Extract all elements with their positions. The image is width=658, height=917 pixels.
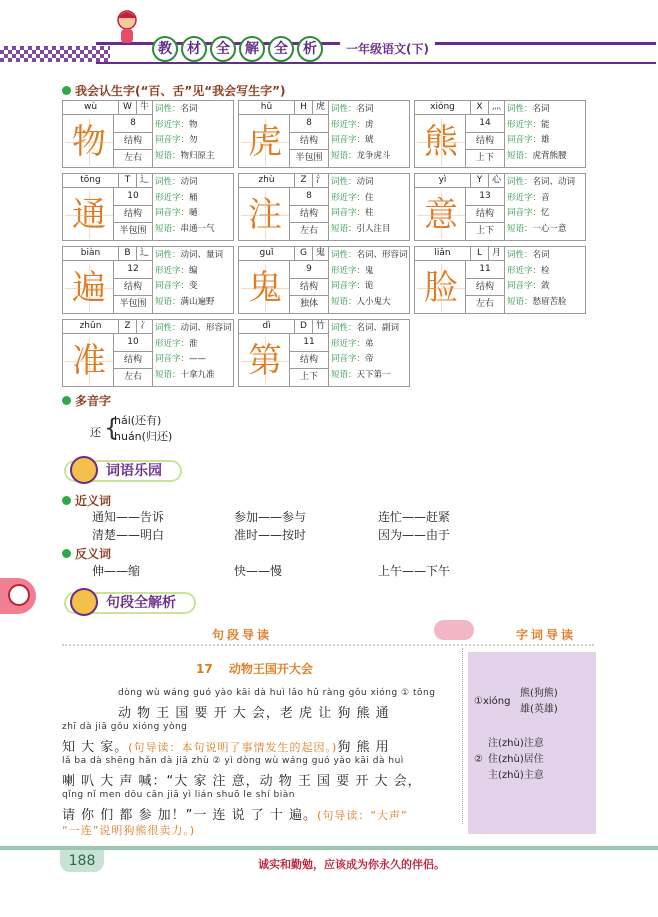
title-char: 全 xyxy=(268,36,294,62)
label-cixing: 词性： xyxy=(155,323,181,333)
char-card xyxy=(414,173,586,241)
xingjin: 检 xyxy=(541,265,550,276)
pinyin-line: lǎ ba dà shēng hǎn dà jiā zhù ② yì dòng wù wáng guó yào kāi dà huì xyxy=(62,756,404,766)
char-card xyxy=(62,173,234,241)
word-pair: 因为——由于 xyxy=(378,528,451,542)
char-meta xyxy=(289,188,329,241)
stroke-count: 11 xyxy=(466,261,504,279)
structure-label: 结构 xyxy=(114,133,152,151)
char-info xyxy=(155,248,235,310)
xingjin: 能 xyxy=(541,119,550,130)
structure: 左右 xyxy=(123,372,142,383)
duanyu: 虎背熊腰 xyxy=(532,150,567,161)
bullet-icon xyxy=(62,549,71,558)
pinyin-row xyxy=(63,247,153,261)
stroke-count: 11 xyxy=(290,334,328,352)
guide-note: “一连”说明狗熊很卖力。) xyxy=(62,824,196,837)
big-char: 遍 xyxy=(65,264,113,312)
pinyin-row xyxy=(239,320,329,334)
guide-note: (句导读：“大声” xyxy=(317,809,408,822)
label-tongyin: 同音字： xyxy=(155,135,190,145)
big-char: 通 xyxy=(65,191,113,239)
radical: 竹 xyxy=(312,320,328,333)
pinyin: zhù xyxy=(258,175,275,185)
text-line xyxy=(62,822,458,838)
tongyin: 诡 xyxy=(365,281,374,291)
structure: 独体 xyxy=(299,299,318,310)
label-cixing: 词性： xyxy=(155,250,181,260)
char-meta xyxy=(289,115,329,168)
char-meta xyxy=(289,334,329,387)
char-card xyxy=(238,100,410,168)
char-meta xyxy=(113,334,153,387)
radical: 灬 xyxy=(488,101,504,114)
radical: 月 xyxy=(488,247,504,260)
tongyin: 勿 xyxy=(189,135,198,145)
text-segment: 狗 熊 用 xyxy=(337,740,390,755)
pinyin: wù xyxy=(83,102,98,112)
radical: 牛 xyxy=(136,101,152,114)
index-letter: T xyxy=(118,174,136,187)
char-info xyxy=(331,102,411,164)
tongyin: 柱 xyxy=(365,208,374,218)
pinyin-row xyxy=(415,101,505,115)
structure: 半包围 xyxy=(119,226,147,237)
label-tongyin: 同音字： xyxy=(155,208,190,218)
cixing: 动词 xyxy=(180,177,198,187)
word-pair: 上午——下午 xyxy=(378,564,451,578)
big-char: 鬼 xyxy=(241,264,289,312)
tongyin: 琥 xyxy=(365,135,374,145)
pinyin: tōng xyxy=(80,175,101,185)
cloud-icon xyxy=(434,620,474,640)
xingjin: 淮 xyxy=(189,338,198,349)
tongyin: 嗵 xyxy=(189,208,198,218)
index-letter: D xyxy=(294,320,312,333)
pinyin-row xyxy=(239,101,329,115)
cixing: 名词 xyxy=(532,104,550,114)
note-item: 主(zhǔ)主意 xyxy=(488,770,544,781)
lesson-title xyxy=(196,660,313,677)
xingjin: 桶 xyxy=(189,192,198,203)
pinyin: biàn xyxy=(80,248,101,258)
big-char: 准 xyxy=(65,337,113,385)
header-checker-pattern xyxy=(0,46,110,62)
xingjin: 弟 xyxy=(365,338,374,349)
title-char: 材 xyxy=(181,36,207,62)
char-info xyxy=(507,102,587,164)
char-card xyxy=(414,246,586,314)
structure-label: 结构 xyxy=(114,352,152,370)
cixing: 名词 xyxy=(180,104,198,114)
label-cixing: 词性： xyxy=(155,177,181,187)
big-char: 物 xyxy=(65,118,113,166)
tongyin: 帝 xyxy=(365,354,374,364)
structure: 左右 xyxy=(299,226,318,237)
girl-mascot-icon xyxy=(112,8,142,48)
duanyu: 引人注目 xyxy=(356,223,391,234)
label-tongyin: 同音字： xyxy=(507,208,542,218)
section-heading-synonym xyxy=(62,492,111,509)
note-item: 住(zhù)居住 xyxy=(488,754,544,765)
tongyin: 雄 xyxy=(541,135,550,145)
word-pair: 连忙——赶紧 xyxy=(378,510,451,524)
note-item: 熊(狗熊) xyxy=(520,688,558,699)
label-xingjin: 形近字： xyxy=(155,119,190,130)
radical: 心 xyxy=(488,174,504,187)
section-heading-text: 多音字 xyxy=(75,394,112,408)
ribbon-label: 词语乐园 xyxy=(106,463,162,479)
column-divider xyxy=(462,648,463,824)
bullet-icon xyxy=(62,396,71,405)
kid-reading-icon xyxy=(70,456,98,484)
label-xingjin: 形近字： xyxy=(331,338,366,349)
radical: 冫 xyxy=(136,320,152,333)
section-heading-text: 反义词 xyxy=(75,547,112,561)
char-meta xyxy=(465,261,505,314)
pinyin-line: dòng wù wáng guó yào kāi dà huì lǎo hǔ ràng gǒu xióng ① tōng xyxy=(118,688,436,698)
label-duanyu: 短语： xyxy=(507,223,533,234)
pinyin: dì xyxy=(262,321,271,331)
title-char: 教 xyxy=(152,36,178,62)
label-duanyu: 短语： xyxy=(331,223,357,234)
duanyu: 一心一意 xyxy=(532,223,567,234)
reading-header-right: 字词导读 xyxy=(515,628,576,642)
xingjin: 住 xyxy=(365,192,374,203)
index-letter: L xyxy=(470,247,488,260)
vocab-notes xyxy=(468,652,596,834)
char-meta xyxy=(113,188,153,241)
duanyu: 龙争虎斗 xyxy=(356,150,391,161)
pinyin: hǔ xyxy=(260,102,273,112)
label-tongyin: 同音字： xyxy=(507,281,542,291)
char-card xyxy=(238,319,410,387)
char-card xyxy=(238,246,410,314)
char-card xyxy=(238,173,410,241)
pinyin-row xyxy=(63,320,153,334)
radical: 鬼 xyxy=(312,247,328,260)
stroke-count: 8 xyxy=(290,188,328,206)
kid-reading-icon xyxy=(70,588,98,616)
pinyin-row xyxy=(63,174,153,188)
word-pair: 伸——缩 xyxy=(92,564,141,578)
duanyu: 天下第一 xyxy=(356,369,391,380)
label-cixing: 词性： xyxy=(331,177,357,187)
radical: 氵 xyxy=(312,174,328,187)
pinyin-line: qǐng nǐ men dōu cān jiā yì lián shuō le shí biàn xyxy=(62,790,295,800)
pinyin-line: zhī dà jiā gǒu xióng yòng xyxy=(62,722,188,732)
duanyu: 人小鬼大 xyxy=(356,296,391,307)
label-duanyu: 短语： xyxy=(331,296,357,307)
label-cixing: 词性： xyxy=(331,250,357,260)
label-tongyin: 同音字： xyxy=(331,208,366,218)
tongyin: 变 xyxy=(189,281,198,291)
structure-label: 结构 xyxy=(290,133,328,151)
bullet-icon xyxy=(62,86,71,95)
label-xingjin: 形近字： xyxy=(507,119,542,130)
label-duanyu: 短语： xyxy=(155,369,181,380)
duanyu: 满山遍野 xyxy=(180,296,215,307)
index-letter: Z xyxy=(294,174,312,187)
label-tongyin: 同音字： xyxy=(331,135,366,145)
structure-label: 结构 xyxy=(290,206,328,224)
char-info xyxy=(331,248,411,310)
label-xingjin: 形近字： xyxy=(155,192,190,203)
label-xingjin: 形近字： xyxy=(155,338,190,349)
label-cixing: 词性： xyxy=(507,177,533,187)
label-tongyin: 同音字： xyxy=(155,354,190,364)
label-xingjin: 形近字： xyxy=(507,192,542,203)
cixing: 名词 xyxy=(356,104,374,114)
text-segment: 请 你 们 都 参 加！”一 连 说 了 十 遍。 xyxy=(62,808,318,823)
xingjin: 编 xyxy=(189,265,198,276)
structure-label: 结构 xyxy=(114,206,152,224)
tongyin: 敛 xyxy=(541,281,550,291)
text-line: 动 物 王 国 要 开 大 会，老 虎 让 狗 熊 通 xyxy=(118,706,390,721)
title-char: 析 xyxy=(297,36,323,62)
note-item: 注(zhù)注意 xyxy=(488,738,544,749)
duanyu: 十拿九准 xyxy=(180,369,215,380)
stroke-count: 10 xyxy=(114,334,152,352)
char-meta xyxy=(465,115,505,168)
char-card xyxy=(414,100,586,168)
cixing: 名词、动词 xyxy=(532,177,576,187)
lesson-title-text: 动物王国开大会 xyxy=(228,662,313,676)
label-duanyu: 短语： xyxy=(331,369,357,380)
tongyin: —— xyxy=(189,354,207,364)
section-heading-antonym xyxy=(62,545,111,562)
index-letter: G xyxy=(294,247,312,260)
polyphone-reading-2: huán(归还) xyxy=(114,430,173,443)
stroke-count: 8 xyxy=(114,115,152,133)
pinyin: guǐ xyxy=(259,248,274,258)
tongyin: 忆 xyxy=(541,208,550,218)
cixing: 动词、形容词 xyxy=(180,323,232,333)
label-duanyu: 短语： xyxy=(507,296,533,307)
index-letter: X xyxy=(470,101,488,114)
title-char: 解 xyxy=(239,36,265,62)
label-duanyu: 短语： xyxy=(155,150,181,161)
cixing: 动词、量词 xyxy=(180,250,224,260)
stroke-count: 13 xyxy=(466,188,504,206)
pinyin-row xyxy=(63,101,153,115)
pinyin: xióng xyxy=(430,102,455,112)
note-marker: ② xyxy=(474,754,483,765)
stroke-count: 12 xyxy=(114,261,152,279)
lesson-number: 17 xyxy=(196,662,213,676)
footer-motto: 诚实和勤勉，应该成为你永久的伴侣。 xyxy=(258,858,445,871)
label-cixing: 词性： xyxy=(507,250,533,260)
xingjin: 虏 xyxy=(365,119,374,130)
reading-header-left: 句段导读 xyxy=(212,628,273,642)
char-card xyxy=(62,246,234,314)
structure: 上下 xyxy=(299,372,318,383)
stroke-count: 9 xyxy=(290,261,328,279)
pinyin-row xyxy=(239,247,329,261)
text-line xyxy=(62,736,458,755)
label-xingjin: 形近字： xyxy=(331,119,366,130)
xingjin: 物 xyxy=(189,119,198,130)
radical: 辶 xyxy=(136,174,152,187)
pinyin-row xyxy=(239,174,329,188)
word-pair: 参加——参与 xyxy=(234,510,307,524)
structure-label: 结构 xyxy=(466,279,504,297)
text-line xyxy=(62,804,458,823)
stroke-count: 8 xyxy=(290,115,328,133)
label-cixing: 词性： xyxy=(331,104,357,114)
structure-label: 结构 xyxy=(114,279,152,297)
label-xingjin: 形近字： xyxy=(507,265,542,276)
word-pair: 快——慢 xyxy=(234,564,283,578)
label-tongyin: 同音字： xyxy=(331,354,366,364)
label-duanyu: 短语： xyxy=(155,223,181,234)
structure: 半包围 xyxy=(119,299,147,310)
cat-face-icon xyxy=(8,584,30,606)
page-number: 188 xyxy=(60,850,104,872)
note-marker: ①xióng xyxy=(474,696,511,707)
xingjin: 音 xyxy=(541,192,550,203)
label-tongyin: 同音字： xyxy=(331,281,366,291)
word-pair: 清楚——明白 xyxy=(92,528,165,542)
pinyin: liǎn xyxy=(434,248,451,258)
side-tab xyxy=(0,578,36,614)
stroke-count: 10 xyxy=(114,188,152,206)
brace-icon: { xyxy=(104,414,120,442)
structure: 上下 xyxy=(475,226,494,237)
char-meta xyxy=(113,261,153,314)
index-letter: H xyxy=(294,101,312,114)
label-xingjin: 形近字： xyxy=(331,265,366,276)
section-heading-text: 我会认生字(“百、舌”见“我会写生字”) xyxy=(75,84,286,98)
cixing: 名词、副词 xyxy=(356,323,400,333)
structure: 半包围 xyxy=(295,153,323,164)
char-info xyxy=(155,102,235,164)
big-char: 注 xyxy=(241,191,289,239)
note-item: 雄(英雄) xyxy=(520,704,558,715)
structure: 左右 xyxy=(475,299,494,310)
book-title xyxy=(152,36,323,62)
structure-label: 结构 xyxy=(290,352,328,370)
char-card xyxy=(62,319,234,387)
structure-label: 结构 xyxy=(466,133,504,151)
label-cixing: 词性： xyxy=(155,104,181,114)
label-cixing: 词性： xyxy=(507,104,533,114)
label-duanyu: 短语： xyxy=(155,296,181,307)
radical: 辶 xyxy=(136,247,152,260)
big-char: 脸 xyxy=(417,264,465,312)
big-char: 意 xyxy=(417,191,465,239)
polyphone-reading-1: hái(还有) xyxy=(114,414,162,427)
duanyu: 愁眉苦脸 xyxy=(532,296,567,307)
structure-label: 结构 xyxy=(290,279,328,297)
char-meta xyxy=(289,261,329,314)
label-tongyin: 同音字： xyxy=(507,135,542,145)
ribbon-word-garden xyxy=(64,460,182,482)
char-info xyxy=(507,248,587,310)
title-char: 全 xyxy=(210,36,236,62)
stroke-count: 14 xyxy=(466,115,504,133)
cixing: 动词 xyxy=(356,177,374,187)
char-meta xyxy=(113,115,153,168)
index-letter: B xyxy=(118,247,136,260)
big-char: 虎 xyxy=(241,118,289,166)
index-letter: Y xyxy=(470,174,488,187)
duanyu: 串通一气 xyxy=(180,223,215,234)
polyphone-char: 还 xyxy=(90,426,101,439)
bullet-icon xyxy=(62,496,71,505)
word-pair: 准时——按时 xyxy=(234,528,307,542)
label-xingjin: 形近字： xyxy=(331,192,366,203)
big-char: 第 xyxy=(241,337,289,385)
char-info xyxy=(331,321,411,383)
pinyin: yì xyxy=(438,175,447,185)
word-pair: 通知——告诉 xyxy=(92,510,165,524)
page-header xyxy=(0,0,658,72)
section-heading-text: 近义词 xyxy=(75,494,112,508)
duanyu: 物归原主 xyxy=(180,150,215,161)
radical: 虎 xyxy=(312,101,328,114)
cixing: 名词 xyxy=(532,250,550,260)
text-segment: 知 大 家。 xyxy=(62,740,129,755)
big-char: 熊 xyxy=(417,118,465,166)
char-info xyxy=(155,175,235,237)
book-subtitle: 一年级语文(下) xyxy=(340,40,435,57)
structure: 左右 xyxy=(123,153,142,164)
text-line: 喇 叭 大 声 喊：“大 家 注 意，动 物 王 国 要 开 大 会， xyxy=(62,774,422,789)
xingjin: 鬼 xyxy=(365,265,374,276)
index-letter: Z xyxy=(118,320,136,333)
pinyin-row xyxy=(415,174,505,188)
pinyin: zhǔn xyxy=(79,321,102,331)
section-heading-polyphone xyxy=(62,392,111,409)
pinyin-row xyxy=(415,247,505,261)
structure-label: 结构 xyxy=(466,206,504,224)
label-duanyu: 短语： xyxy=(507,150,533,161)
reading-header xyxy=(62,624,594,646)
structure: 上下 xyxy=(475,153,494,164)
section-heading-recognize xyxy=(62,82,286,99)
label-tongyin: 同音字： xyxy=(155,281,190,291)
guide-note: (句导读：本句说明了事情发生的起因。) xyxy=(128,741,338,754)
char-meta xyxy=(465,188,505,241)
label-duanyu: 短语： xyxy=(331,150,357,161)
char-info xyxy=(331,175,411,237)
char-info xyxy=(507,175,587,237)
char-info xyxy=(155,321,235,383)
char-card xyxy=(62,100,234,168)
label-xingjin: 形近字： xyxy=(155,265,190,276)
index-letter: W xyxy=(118,101,136,114)
label-cixing: 词性： xyxy=(331,323,357,333)
ribbon-label: 句段全解析 xyxy=(106,595,176,611)
cixing: 名词、形容词 xyxy=(356,250,408,260)
ribbon-sentence-analysis xyxy=(64,592,196,614)
